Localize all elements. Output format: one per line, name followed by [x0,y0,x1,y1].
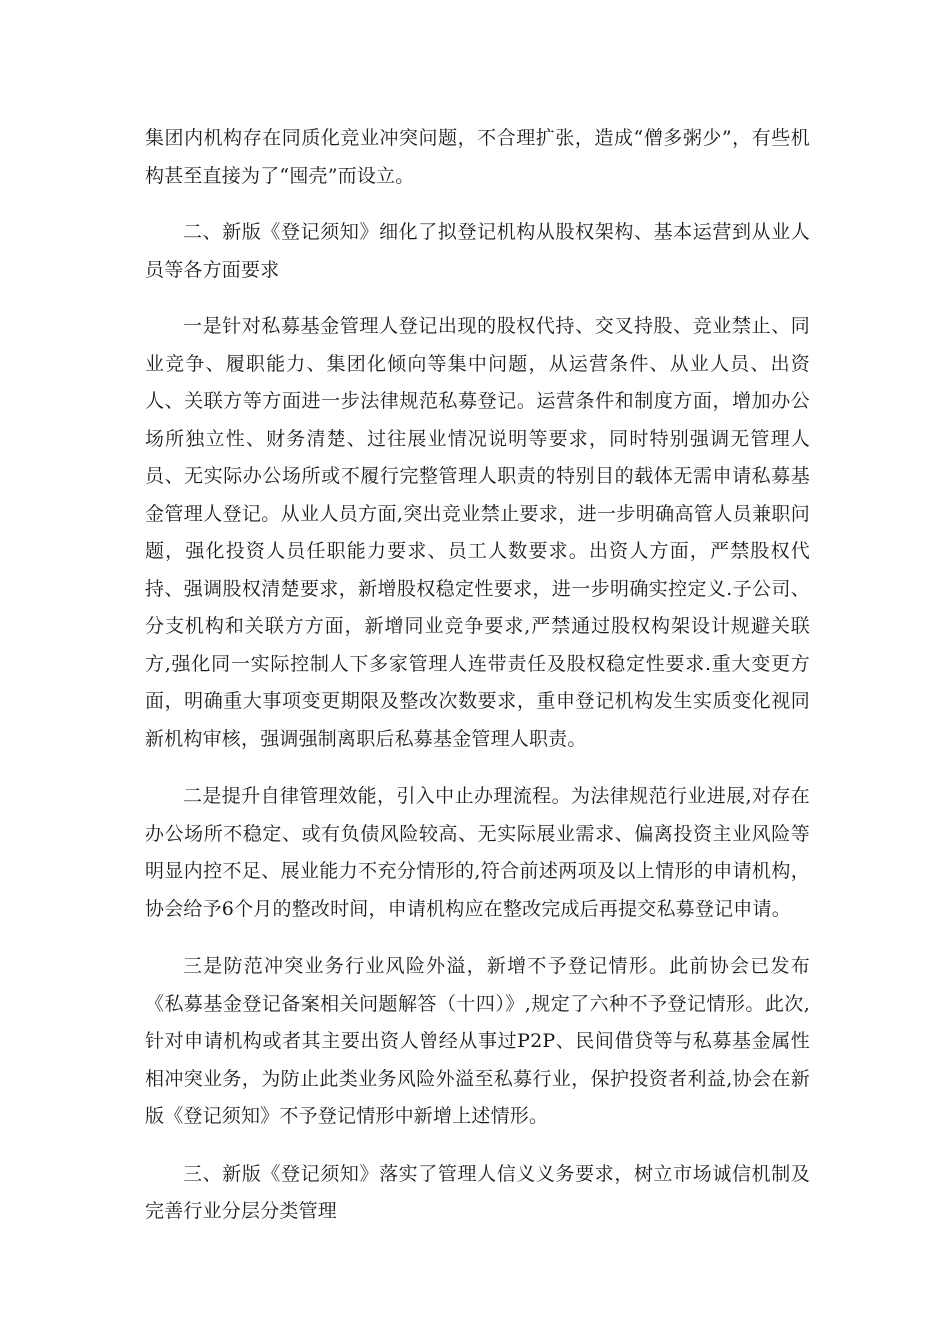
document-page [145,120,810,1231]
paragraph-continuation: 集团内机构存在同质化竞业冲突问题，不合理扩张，造成“僧多粥少”，有些机构甚至直接为了“囤壳”而设立。 [145,127,810,187]
paragraph-point-three: 三是防范冲突业务行业风险外溢，新增不予登记情形。此前协会已发布《私募基金登记备案相关问题解答（十四）》,规定了六种不予登记情形。此次,针对申请机构或者其主要出资人曾经从事过P2P、民间借贷等与私募基金属性相冲突业务，为防止此类业务风险外溢至私募行业，保护投资者利益,协会在新版《登记须知》不予登记情形中新增上述情形。 [145,955,810,1127]
paragraph-point-one: 一是针对私募基金管理人登记出现的股权代持、交叉持股、竞业禁止、同业竞争、履职能力、集团化倾向等集中问题，从运营条件、从业人员、出资人、关联方等方面进一步法律规范私募登记。运营条件和制度方面，增加办公场所独立性、财务清楚、过往展业情况说明等要求，同时特别强调无管理人员、无实际办公场所或不履行完整管理人职责的特别目的载体无需申请私募基金管理人登记。从业人员方面,突出竞业禁止要求，进一步明确高管人员兼职问题，强化投资人员任职能力要求、员工人数要求。出资人方面，严禁股权代持、强调股权清楚要求，新增股权稳定性要求，进一步明确实控定义.子公司、分支机构和关联方方面，新增同业竞争要求,严禁通过股权构架设计规避关联方,强化同一实际控制人下多家管理人连带责任及股权稳定性要求.重大变更方面，明确重大事项变更期限及整改次数要求，重申登记机构发生实质变化视同新机构审核，强调强制离职后私募基金管理人职责。 [145,315,810,750]
paragraph-point-two: 二是提升自律管理效能，引入中止办理流程。为法律规范行业进展,对存在办公场所不稳定、或有负债风险较高、无实际展业需求、偏离投资主业风险等明显内控不足、展业能力不充分情形的,符合前述两项及以上情形的申请机构，协会给予6个月的整改时间，申请机构应在整改完成后再提交私募登记申请。 [145,785,810,920]
section-heading-two: 二、新版《登记须知》细化了拟登记机构从股权架构、基本运营到从业人员等各方面要求 [145,221,810,281]
section-heading-three: 三、新版《登记须知》落实了管理人信义义务要求，树立市场诚信机制及完善行业分层分类管理 [145,1162,810,1222]
